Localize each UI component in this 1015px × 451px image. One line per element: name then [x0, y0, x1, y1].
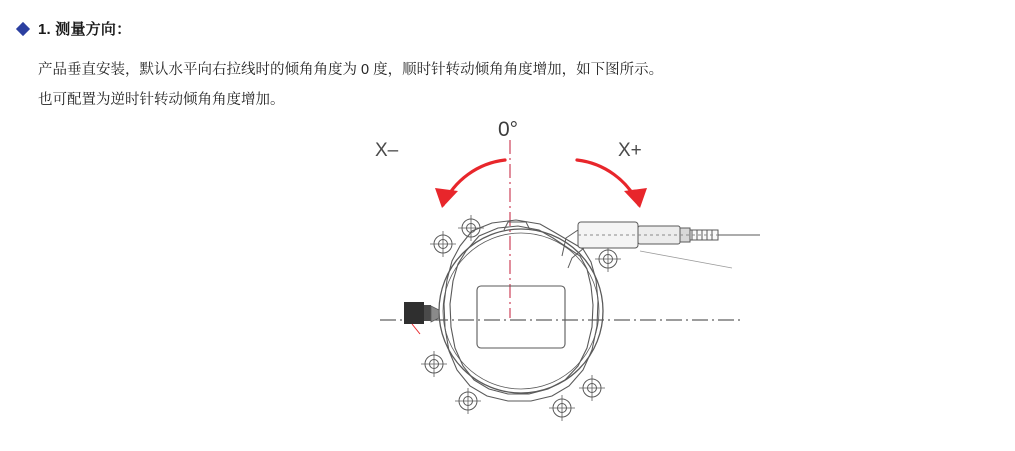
body-paragraph — [38, 55, 878, 115]
device-circle-inner — [443, 233, 599, 389]
body-line-1: 产品垂直安装，默认水平向右拉线时的倾角角度为 0 度，顺时针转动倾角角度增加，如下图所示。 — [38, 62, 664, 78]
device-drawing — [340, 118, 800, 448]
housing-outline — [444, 220, 598, 401]
leader-line — [640, 251, 732, 268]
section-heading-text: 1. 测量方向： — [38, 21, 132, 38]
arrowhead-right-icon — [624, 188, 647, 208]
cable-gland-left — [404, 302, 439, 334]
measurement-direction-figure — [340, 118, 800, 448]
rotation-arrows-icon — [443, 160, 639, 205]
arrowhead-left-icon — [435, 188, 458, 208]
body-line-2: 也可配置为逆时针转动倾角角度增加。 — [38, 92, 285, 108]
diamond-marker-icon — [16, 21, 30, 35]
figure-label-zero: 0° — [498, 118, 519, 141]
faceplate-rect — [477, 286, 565, 348]
figure-label-x-plus: X+ — [618, 140, 642, 161]
device-circle-outer — [439, 229, 603, 393]
mounting-bolts — [425, 219, 617, 417]
figure-label-x-minus: X– — [375, 140, 399, 161]
section-heading — [18, 18, 131, 39]
